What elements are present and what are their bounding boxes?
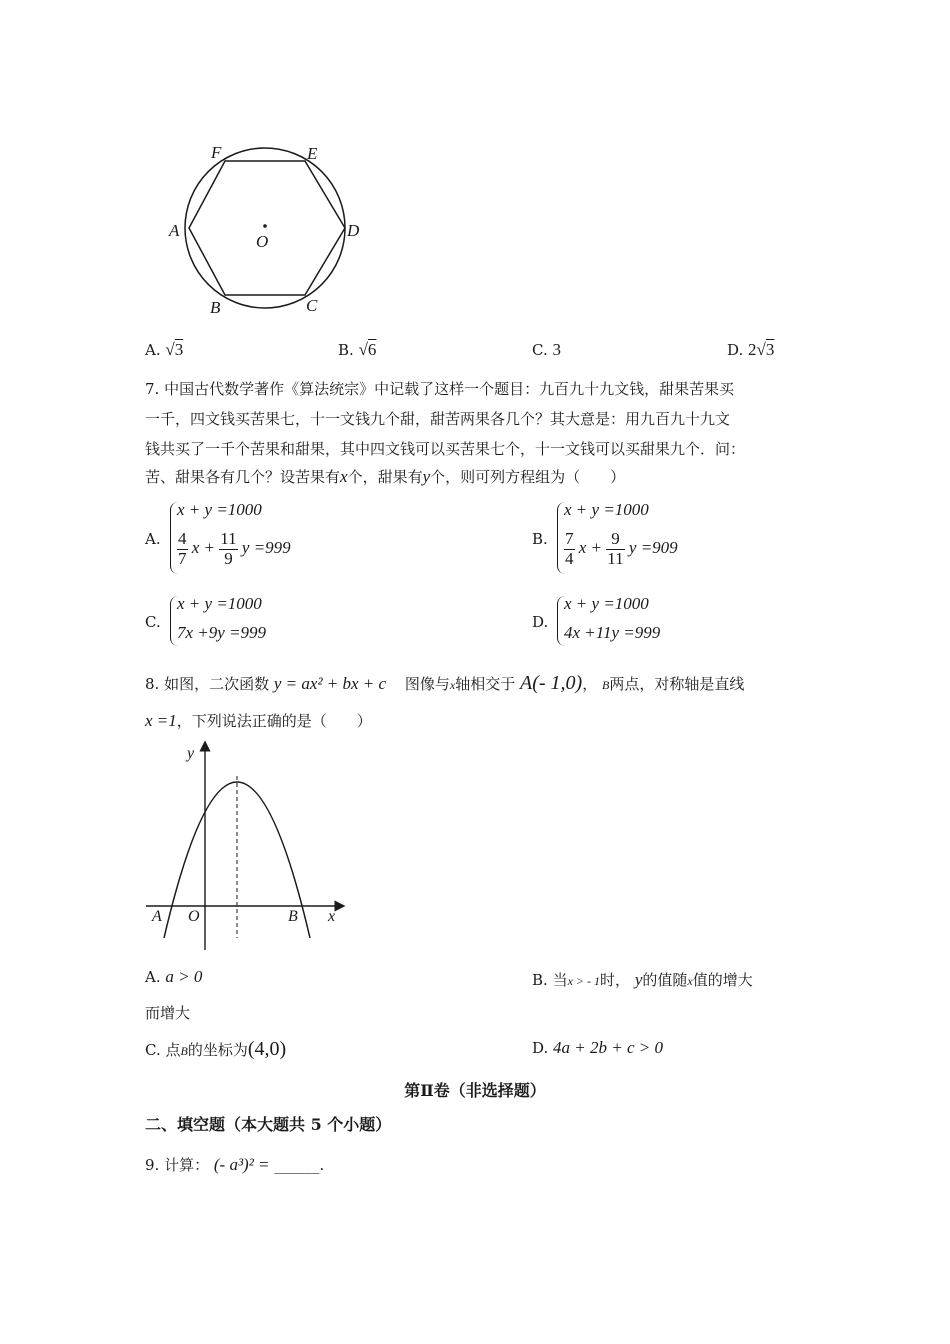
label-C: C xyxy=(306,296,318,315)
hexagon-circle-figure xyxy=(165,140,375,320)
label-B: B xyxy=(210,298,221,317)
q7-option-c-eq2: 7x +9y =999 xyxy=(177,623,267,642)
label-y: y xyxy=(187,745,195,762)
q8-option-c[interactable]: C. 点B的坐标为(4,0) xyxy=(145,1038,287,1060)
label-O: O xyxy=(188,908,200,925)
q7-option-b-letter[interactable]: B. xyxy=(532,530,548,548)
q8-line-2: x =1，下列说法正确的是（ ） xyxy=(145,711,372,730)
q7-option-a-letter[interactable]: A. xyxy=(145,530,161,548)
regular-hexagon xyxy=(189,161,345,295)
q7-option-d-eq1: x + y =1000 xyxy=(564,594,649,613)
q9-line: 9. 计算： (- a³)² = ______. xyxy=(145,1155,325,1174)
q7-line-4: 苦、甜果各有几个？设苦果有x个，甜果有y个，则可列方程组为（ ） xyxy=(145,467,626,486)
option-value: 3 xyxy=(552,340,561,359)
label-A: A xyxy=(169,221,180,240)
point-a: A(- 1,0) xyxy=(520,672,583,694)
parabola-graph xyxy=(140,738,350,958)
label-D: D xyxy=(347,221,360,240)
point-b: B xyxy=(602,678,610,692)
section-title: 第Ⅱ卷（非选择题） xyxy=(404,1081,546,1100)
q7-line-2: 一千，四文钱买苦果七，十一文钱九个甜，甜苦两果各几个？其大意是：用九百九十九文 xyxy=(145,410,731,428)
symmetry-axis: x =1 xyxy=(145,711,177,730)
coefficient: 2 xyxy=(748,340,757,359)
q7-line-3: 钱共买了一千个苦果和甜果，其中四文钱可以买苦果七个，十一文钱可以买甜果九个．问： xyxy=(145,440,746,458)
q8-option-a[interactable]: A. a > 0 xyxy=(145,967,203,986)
var-y: y xyxy=(422,467,431,486)
q7-option-b-eq1: x + y =1000 xyxy=(564,500,649,519)
part-heading: 二、填空题（本大题共 5 个小题） xyxy=(145,1115,392,1134)
q6-option-a[interactable]: A. √3 xyxy=(145,340,184,359)
q8-option-d[interactable]: D. 4a + 2b + c > 0 xyxy=(532,1038,664,1057)
q7-option-b-eq2: $\frac{7}{4}$ x + $\frac{9}{11}$ y =909 xyxy=(565,529,678,568)
radicand: 3 xyxy=(765,340,775,359)
q7-option-d-eq2: 4x +11y =999 xyxy=(564,623,661,642)
q6-option-b[interactable]: B. √6 xyxy=(338,340,377,359)
q8-option-b[interactable]: B. 当x > - 1时， y的值随x值的增大 xyxy=(532,970,753,989)
q7-option-d-letter[interactable]: D. xyxy=(532,613,549,631)
var-x: x xyxy=(340,467,348,486)
label-B: B xyxy=(288,908,298,925)
center-dot xyxy=(263,224,267,228)
q6-option-d[interactable]: D. 2√3 xyxy=(727,340,775,359)
label-O: O xyxy=(256,232,269,251)
label-F: F xyxy=(211,143,222,162)
radicand: 3 xyxy=(174,340,184,359)
q8-line-1: 8. 如图，二次函数 y = ax² + bx + c 图像与x轴相交于 A(- 1,0)， B两点，对称轴是直线 xyxy=(145,672,745,694)
q7-option-a-eq2: $\frac{4}{7}$ x + $\frac{11}{9}$ y =999 xyxy=(178,529,291,568)
label-E: E xyxy=(307,144,318,163)
option-letter: B. xyxy=(338,341,354,359)
q9-expression: (- a³)² = xyxy=(213,1155,270,1174)
q7-option-c-eq1: x + y =1000 xyxy=(177,594,262,613)
label-A: A xyxy=(152,908,162,925)
q6-option-c[interactable] xyxy=(532,340,561,360)
answer-blank[interactable]: ______. xyxy=(274,1156,325,1174)
option-letter: A. xyxy=(145,341,161,359)
circumscribed-circle xyxy=(185,148,345,308)
q7-option-c-letter[interactable]: C. xyxy=(145,613,161,631)
label-x: x xyxy=(328,908,336,925)
radicand: 6 xyxy=(367,340,377,359)
option-letter: D. xyxy=(727,341,744,359)
q8-option-b-continued: 而增大 xyxy=(145,1004,191,1022)
q7-option-a-eq1: x + y =1000 xyxy=(177,500,262,519)
q7-line-1: 7. 中国古代数学著作《算法统宗》中记载了这样一个题目：九百九十九文钱，甜果苦果买 xyxy=(145,380,735,398)
option-letter: C. xyxy=(532,341,548,359)
quadratic-function: y = ax² + bx + c xyxy=(273,674,387,693)
